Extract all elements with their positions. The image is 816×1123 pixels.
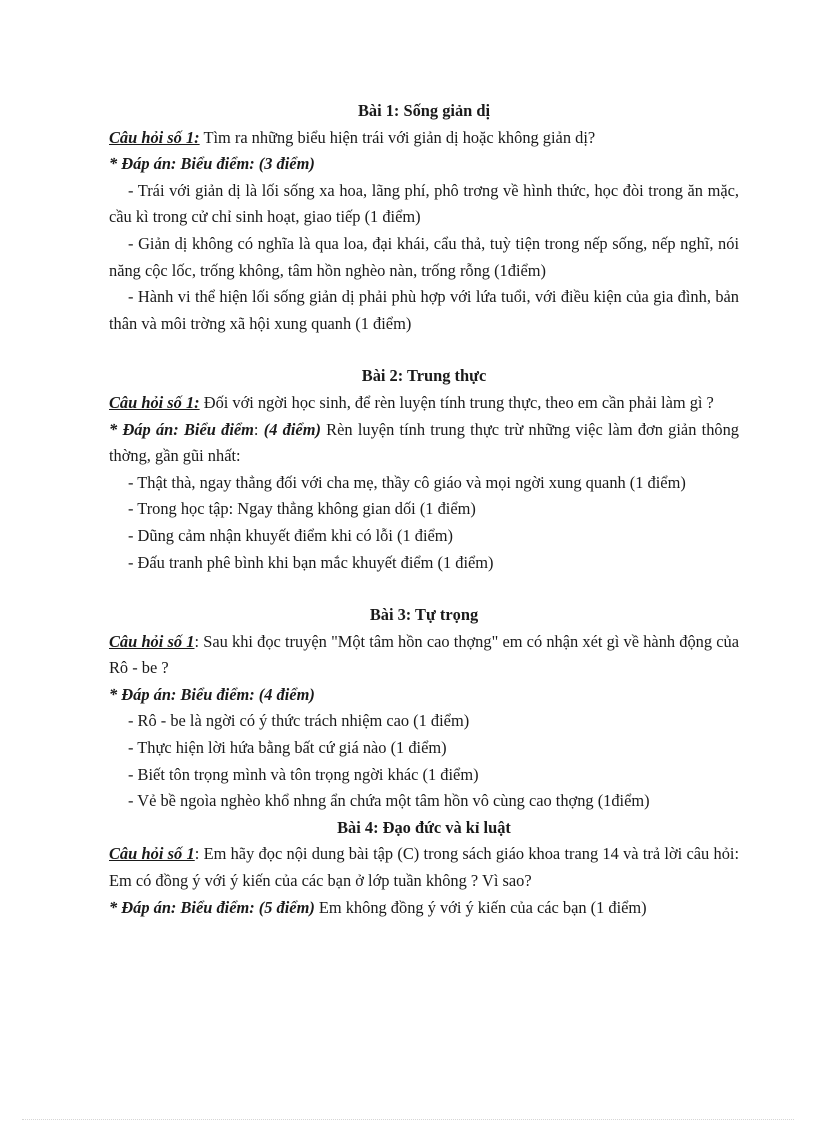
page-bottom-divider [22, 1119, 794, 1120]
question-text: : Em hãy đọc nội dung bài tập (C) trong sách giáo khoa trang 14 và trả lời câu hỏi: Em có đồng ý với ý kiến của các bạn ở lớp tuần không ? Vì sao? [109, 844, 740, 891]
answer-label: * Đáp án: Biểu điểm: (5 điểm) [109, 897, 315, 917]
answer-sep: : [253, 419, 264, 439]
section-title: Bài 3: Tự trọng [369, 605, 479, 625]
answer-label: * Đáp án: Biểu điểm: (3 điểm) [109, 154, 315, 174]
question-text: Tìm ra những biểu hiện trái với giản dị hoặc không giản dị? [199, 127, 596, 147]
question-label: Câu hỏi số 1: [109, 392, 200, 412]
answer-item: - Hành vi thể hiện lối sống giản dị phải phù hợp với lứa tuổi, với điều kiện của gia đình, bản thân và môi trờng xã hội xung quanh (1 điểm) [109, 287, 739, 333]
answer-item: - Thật thà, ngay thẳng đối với cha mẹ, thầy cô giáo và mọi ngời xung quanh (1 điểm) [128, 472, 686, 492]
section-title: Bài 4: Đạo đức và kỉ luật [337, 817, 511, 837]
section-spacer [109, 576, 739, 602]
question [109, 125, 739, 152]
answer-text: Rèn luyện tính trung thực trừ những việc làm đơn giản thông thờng, gần gũi nhất: [109, 419, 740, 466]
document-page [109, 98, 739, 921]
answer-header [109, 151, 739, 178]
answer-header [109, 682, 739, 709]
question-text: : Sau khi đọc truyện "Một tâm hồn cao thợng" em có nhận xét gì về hành động của Rô - be ? [109, 631, 739, 678]
answer-item: - Rô - be là ngời có ý thức trách nhiệm cao (1 điểm) [128, 711, 470, 731]
answer-item: - Dũng cảm nhận khuyết điểm khi có lỗi (1 điểm) [128, 525, 454, 545]
answer-header [109, 895, 739, 922]
question-label: Câu hỏi số 1 [109, 631, 195, 651]
section-title: Bài 1: Sống giản dị [357, 101, 491, 120]
answer-label: * Đáp án: Biểu điểm [109, 419, 254, 439]
section-spacer [109, 337, 739, 363]
answer-item: - Giản dị không có nghĩa là qua loa, đại khái, cẩu thả, tuỳ tiện trong nếp sống, nếp nghĩ, nói năng cộc lốc, trống không, tâm hồn nghèo nàn, trống rỗng (1điểm) [109, 233, 739, 280]
answer-item: - Biết tôn trọng mình và tôn trọng ngời khác (1 điểm) [128, 764, 479, 784]
question [109, 841, 739, 894]
question [109, 390, 739, 417]
answer-points: (4 điểm) [263, 419, 321, 439]
answer-item: - Trong học tập: Ngay thẳng không gian dối (1 điểm) [128, 499, 476, 519]
answer-item: - Đấu tranh phê bình khi bạn mắc khuyết điểm (1 điểm) [128, 552, 494, 572]
question-text: Đối với ngời học sinh, để rèn luyện tính trung thực, theo em cần phải làm gì ? [199, 392, 714, 412]
answer-label: * Đáp án: Biểu điểm: (4 điểm) [109, 684, 315, 704]
question [109, 629, 739, 682]
question-label: Câu hỏi số 1: [109, 127, 200, 147]
question-label: Câu hỏi số 1 [109, 844, 195, 864]
section-title: Bài 2: Trung thực [361, 366, 487, 386]
answer-item: - Trái với giản dị là lối sống xa hoa, lãng phí, phô trơng về hình thức, học đòi trong ăn mặc, cầu kì trong cử chỉ sinh hoạt, giao tiếp (1 điểm) [109, 180, 739, 227]
answer-header [109, 417, 739, 470]
answer-item: - Vẻ bề ngoìa nghèo khổ nhng ẩn chứa một tâm hồn vô cùng cao thợng (1điểm) [128, 791, 650, 811]
answer-item: - Thực hiện lời hứa bằng bất cứ giá nào (1 điểm) [128, 738, 447, 758]
answer-text: Em không đồng ý với ý kiến của các bạn (1 điểm) [314, 897, 647, 917]
